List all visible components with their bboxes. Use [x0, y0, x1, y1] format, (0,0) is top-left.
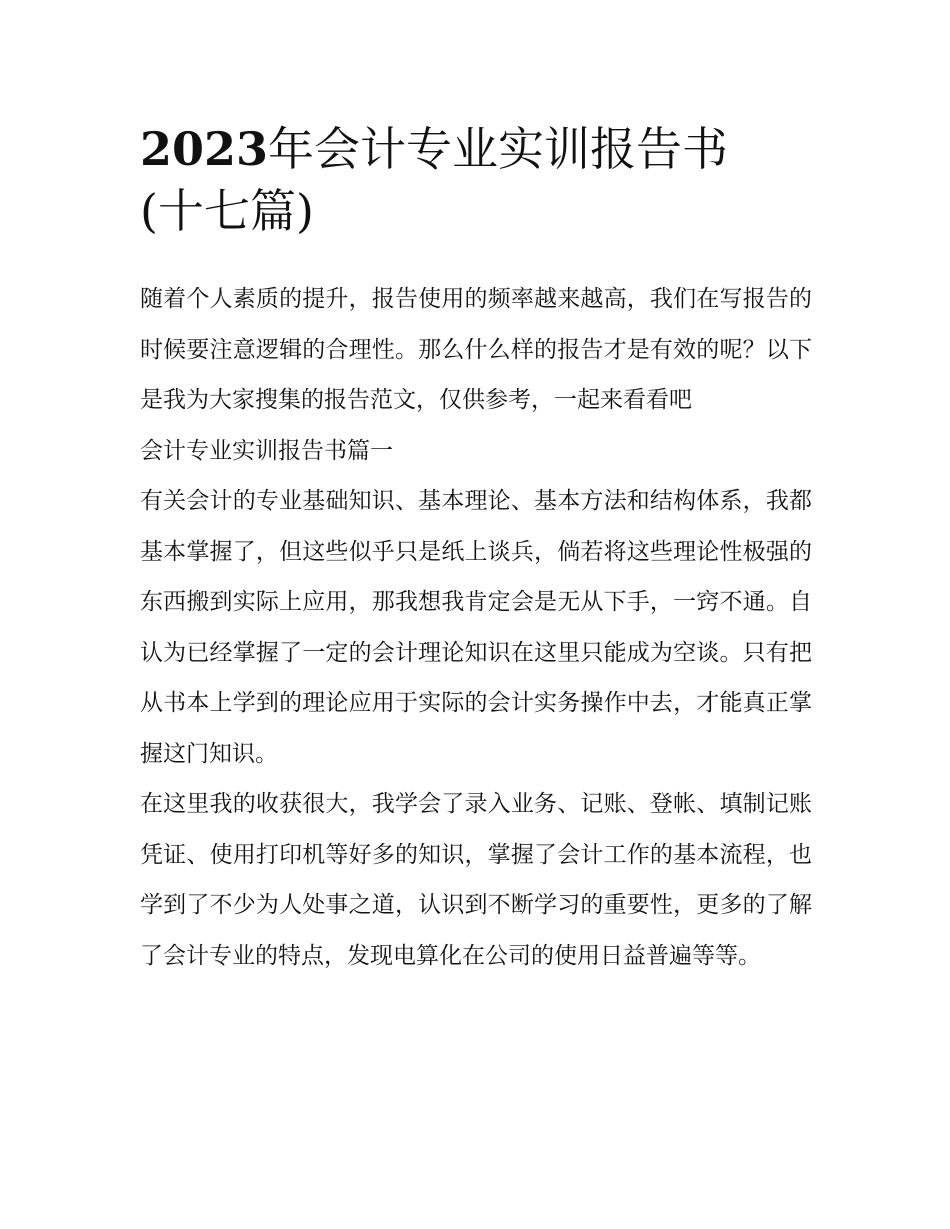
document-content [140, 118, 812, 981]
title-line-2: (十七篇) [140, 184, 314, 238]
title-text: 年会计专业实训报告书 [268, 122, 729, 176]
title-year: 2023 [140, 122, 269, 176]
title-line-1 [140, 118, 812, 180]
document-title [140, 118, 812, 242]
document-body [140, 274, 812, 981]
section-heading: 会计专业实训报告书篇一 [140, 437, 393, 464]
intro-paragraph: 随着个人素质的提升，报告使用的频率越来越高，我们在写报告的时候要注意逻辑的合理性。那么什么样的报告才是有效的呢？以下是我为大家搜集的报告范文，仅供参考，一起来看看吧 [140, 286, 812, 413]
body-paragraph: 在这里我的收获很大，我学会了录入业务、记账、登帐、填制记账凭证、使用打印机等好多的知识，掌握了会计工作的基本流程，也学到了不少为人处事之道，认识到不断学习的重要性，更多的了解了会计专业的特点，发现电算化在公司的使用日益普遍等等。 [140, 791, 812, 969]
body-paragraph: 有关会计的专业基础知识、基本理论、基本方法和结构体系，我都基本掌握了，但这些似乎只是纸上谈兵，倘若将这些理论性极强的东西搬到实际上应用，那我想我肯定会是无从下手，一窍不通。自认为已经掌握了一定的会计理论知识在这里只能成为空谈。只有把从书本上学到的理论应用于实际的会计实务操作中去，才能真正掌握这门知识。 [140, 488, 812, 767]
